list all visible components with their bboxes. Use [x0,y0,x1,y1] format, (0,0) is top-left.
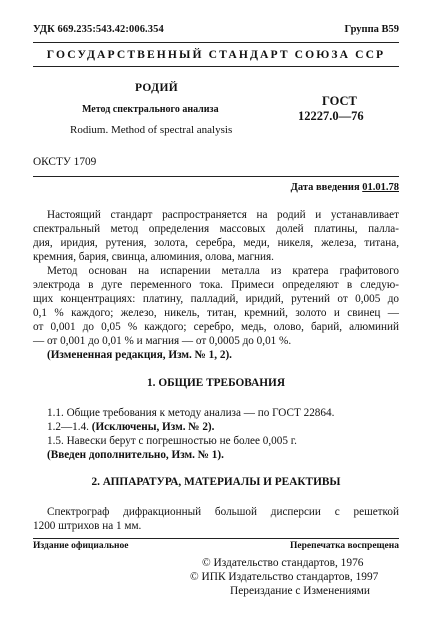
gost-number: 12227.0—76 [298,109,364,123]
top-rule [33,42,399,43]
para1-line: дия, иридия, рутения, золота, серебра, меди, никеля, железа, титана, [33,237,399,249]
udk-code: УДК 669.235:543.42:006.354 [33,24,164,35]
intro-date-label: Дата введения [290,182,360,193]
para1-line: кремния, бария, свинца, алюминия, олова, магния. [33,251,274,263]
document-title: РОДИЙ [135,82,179,94]
item-1-2-number: 1.2—1.4. [47,421,89,433]
copyright-1976: © Издательство стандартов, 1976 [202,557,364,569]
section2-line: 1200 штрихов на 1 мм. [33,520,142,532]
item-1-5: 1.5. Навески берут с погрешностью не более 0,005 г. [47,435,297,447]
gost-label: ГОСТ [322,94,357,108]
copyright-1997: © ИПК Издательство стандартов, 1997 [190,571,379,583]
reprint-notice: Перепечатка воспрещена [289,541,399,551]
para2-line: щих концентрациях: платину, палладий, иридий, рутений от 0,005 до [33,293,399,305]
english-title: Rodium. Method of spectral analysis [70,124,233,136]
reissue-note: Переиздание с Изменениями [230,585,370,597]
para1-line: спектральный метод определения массовых долей платины, палла- [33,223,399,235]
intro-date-value: 01.01.78 [362,182,399,193]
para2-line: Метод основан на испарении металла из кратера графитового [47,265,399,277]
official-edition: Издание официальное [33,541,129,551]
group-code: Группа В59 [344,24,399,35]
okstu-rule [33,176,399,177]
item-1-2 [47,420,214,434]
footer-rule [33,538,399,539]
section2-heading: 2. АППАРАТУРА, МАТЕРИАЛЫ И РЕАКТИВЫ [91,476,341,488]
para1-line: Настоящий стандарт распространяется на родий и устанавливает [47,209,399,221]
item-1-5-note: (Введен дополнительно, Изм. № 1). [47,449,224,461]
okstu-code: ОКСТУ 1709 [33,156,97,168]
item-1-1: 1.1. Общие требования к методу анализа — по ГОСТ 22864. [47,407,335,419]
document-subtitle: Метод спектрального анализа [82,104,219,115]
para2-edit-note: (Измененная редакция, Изм. № 1, 2). [47,349,232,361]
para2-line: 0,1 % каждого; железо, никель, титан, кремний, золото и свинец — [33,307,399,319]
intro-date [291,182,399,193]
state-standard-heading: ГОСУДАРСТВЕННЫЙ СТАНДАРТ СОЮЗА ССР [46,48,386,61]
heading-rule [33,66,399,67]
para2-line: от 0,001 до 0,05 % каждого; серебро, медь, олово, барий, алюминий [33,321,399,333]
section1-heading: 1. ОБЩИЕ ТРЕБОВАНИЯ [147,377,285,389]
para2-line: — от 0,001 до 0,01 % и магния — от 0,0005 до 0,01 %. [33,335,292,347]
para2-line: электрода в дуге переменного тока. Примеси определяют в следую- [33,279,399,291]
section2-line: Спектрограф дифракционный большой дисперсии с решеткой [47,506,399,518]
item-1-2-note: (Исключены, Изм. № 2). [91,421,215,433]
